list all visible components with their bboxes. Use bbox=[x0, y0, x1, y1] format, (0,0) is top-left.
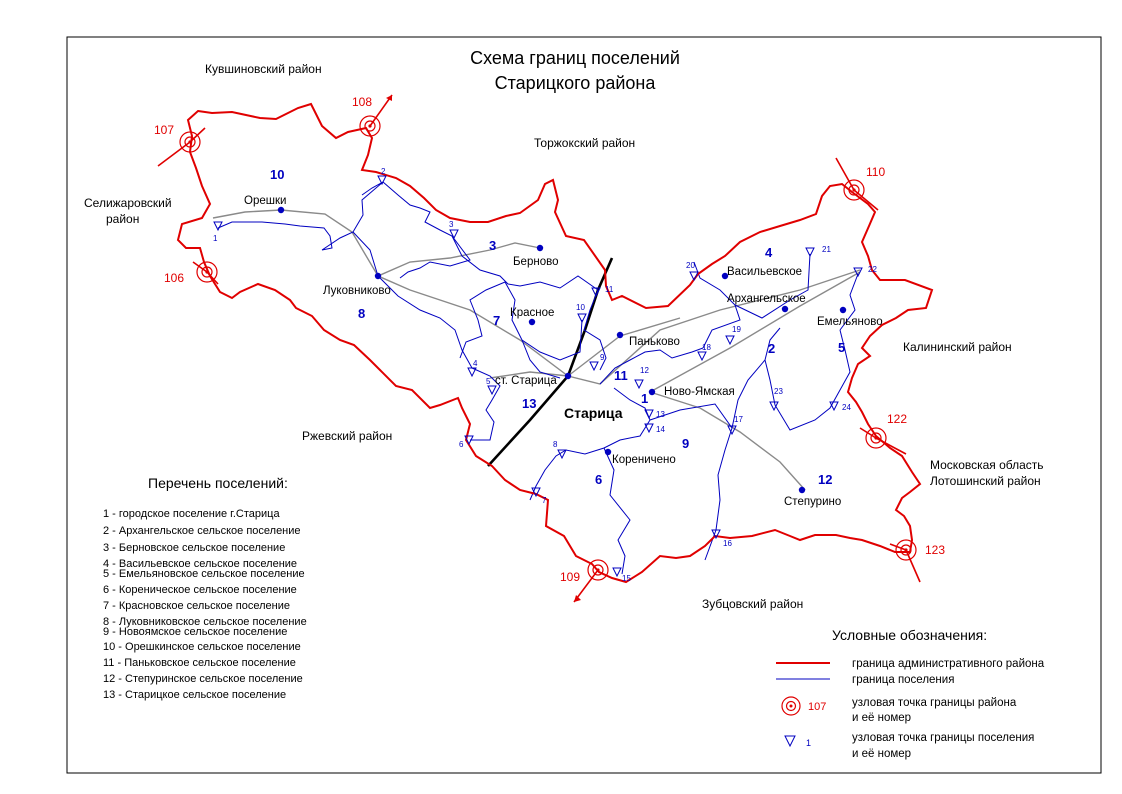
settlement-node-10 bbox=[576, 303, 586, 322]
district-node-123 bbox=[890, 540, 945, 582]
settlement-list-item: 7 - Красновское сельское поселение bbox=[103, 600, 291, 612]
neighbor-torzhok: Торжокский район bbox=[534, 136, 636, 150]
settlement-list-item: 12 - Степуринское сельское поселение bbox=[103, 673, 303, 685]
place-names bbox=[244, 195, 883, 508]
svg-text:2: 2 bbox=[381, 167, 386, 176]
map-title-line1: Схема границ поселений bbox=[470, 48, 680, 68]
place-krasnoe: Красное bbox=[510, 307, 555, 319]
svg-text:16: 16 bbox=[723, 539, 732, 548]
settlement-number-5: 5 bbox=[838, 340, 846, 355]
legend-district-node-2: и её номер bbox=[852, 712, 912, 724]
legend-district-node-number: 107 bbox=[808, 701, 827, 713]
legend bbox=[776, 627, 1045, 760]
settlement-list-item: 8 - Луковниковское сельское поселение bbox=[103, 616, 307, 628]
district-node-label-109: 109 bbox=[560, 570, 581, 584]
settlement-list-item: 9 - Новоямское сельское поселение bbox=[103, 626, 288, 638]
svg-text:17: 17 bbox=[734, 415, 743, 424]
svg-text:6: 6 bbox=[459, 440, 464, 449]
settlement-list-item: 4 - Васильевское сельское поселение bbox=[103, 558, 298, 570]
svg-text:1: 1 bbox=[213, 234, 218, 243]
legend-heading: Условные обозначения: bbox=[832, 627, 988, 643]
settlement-node-4 bbox=[468, 359, 478, 376]
svg-text:24: 24 bbox=[842, 403, 851, 412]
place-vasilevskoe: Васильевское bbox=[727, 266, 803, 278]
settlement-list-item: 5 - Емельяновское сельское поселение bbox=[103, 568, 305, 580]
svg-text:5: 5 bbox=[486, 377, 491, 386]
place-dot-novo-yamskaya bbox=[649, 389, 655, 395]
legend-settlement-node-icon bbox=[785, 736, 795, 746]
svg-text:18: 18 bbox=[702, 343, 711, 352]
district-node-label-122: 122 bbox=[887, 412, 908, 426]
settlement-node-24 bbox=[830, 402, 851, 412]
place-bernovo: Берново bbox=[513, 256, 559, 268]
settlement-node-9 bbox=[590, 353, 605, 370]
svg-text:21: 21 bbox=[822, 245, 831, 254]
svg-text:13: 13 bbox=[656, 410, 665, 419]
place-emelyanovo: Емельяново bbox=[817, 316, 883, 328]
settlement-number-12: 12 bbox=[818, 472, 833, 487]
svg-text:9: 9 bbox=[600, 353, 605, 362]
district-node-label-107: 107 bbox=[154, 123, 175, 137]
neighbor-selizharovo-1: Селижаровский bbox=[84, 196, 172, 210]
district-node-122 bbox=[860, 412, 907, 454]
settlement-node-8 bbox=[553, 440, 566, 458]
settlement-list-item: 2 - Архангельское сельское поселение bbox=[103, 525, 301, 537]
map-title-line2: Старицкого района bbox=[494, 73, 656, 93]
district-node-label-123: 123 bbox=[925, 543, 946, 557]
settlement-node-2 bbox=[378, 167, 386, 184]
settlement-number-3: 3 bbox=[489, 238, 497, 253]
svg-text:11: 11 bbox=[605, 285, 614, 294]
place-st-staritsa: ст. Старица bbox=[495, 375, 557, 387]
neighbor-selizharovo-2: район bbox=[106, 212, 140, 226]
svg-text:3: 3 bbox=[449, 220, 454, 229]
legend-settlement-node-number: 1 bbox=[806, 738, 812, 748]
svg-text:12: 12 bbox=[640, 366, 649, 375]
settlement-number-8: 8 bbox=[358, 306, 366, 321]
place-novo-yamskaya: Ново-Ямская bbox=[664, 386, 735, 398]
svg-text:7: 7 bbox=[542, 496, 547, 505]
settlement-node-18 bbox=[698, 343, 711, 360]
legend-district-border: граница административного района bbox=[852, 658, 1045, 670]
legend-settlement-node-2: и её номер bbox=[852, 748, 912, 760]
neighbor-moscow-2: Лотошинский район bbox=[930, 474, 1041, 488]
svg-text:20: 20 bbox=[686, 261, 695, 270]
place-korenichino: Кореничено bbox=[612, 454, 676, 466]
neighbor-rzhev: Ржевский район bbox=[302, 429, 393, 443]
svg-text:4: 4 bbox=[473, 359, 478, 368]
settlement-list-heading: Перечень поселений: bbox=[148, 475, 288, 491]
neighbor-kuvshinovo: Кувшиновский район bbox=[205, 62, 322, 76]
legend-district-node-icon bbox=[782, 697, 800, 715]
settlement-list bbox=[103, 475, 307, 701]
settlement-list-item: 11 - Паньковское сельское поселение bbox=[103, 657, 296, 669]
place-dot-st-staritsa bbox=[565, 373, 571, 379]
settlement-node-1 bbox=[213, 222, 222, 243]
settlement-list-item: 3 - Берновское сельское поселение bbox=[103, 542, 286, 554]
neighbor-zubtsov: Зубцовский район bbox=[702, 597, 804, 611]
settlement-number-1: 1 bbox=[641, 391, 649, 406]
place-dot-emelyanovo bbox=[840, 307, 846, 313]
place-dot-stepurino bbox=[799, 487, 805, 493]
settlement-number-10: 10 bbox=[270, 167, 285, 182]
settlement-list-item: 1 - городское поселение г.Старица bbox=[103, 508, 280, 520]
district-node-107 bbox=[154, 123, 205, 166]
svg-text:10: 10 bbox=[576, 303, 585, 312]
place-lukovnikovo: Луковниково bbox=[323, 285, 391, 297]
settlement-node-19 bbox=[726, 325, 741, 344]
place-dot-oreshki bbox=[278, 207, 284, 213]
svg-text:8: 8 bbox=[553, 440, 558, 449]
district-node-label-110: 110 bbox=[866, 165, 886, 179]
district-border bbox=[178, 104, 932, 582]
place-dot-korenichino bbox=[605, 449, 611, 455]
district-node-109 bbox=[560, 560, 608, 602]
place-dot-lukovnikovo bbox=[375, 273, 381, 279]
place-dot-krasnoe bbox=[529, 319, 535, 325]
settlement-number-4: 4 bbox=[765, 245, 773, 260]
legend-settlement-border: граница поселения bbox=[852, 674, 955, 686]
district-node-label-106: 106 bbox=[164, 271, 185, 285]
settlement-number-11: 11 bbox=[614, 368, 628, 383]
settlement-number-9: 9 bbox=[682, 436, 690, 451]
settlement-list-item: 6 - Кореническое сельское поселение bbox=[103, 584, 297, 596]
settlement-number-13: 13 bbox=[522, 396, 537, 411]
place-dot-pankovo bbox=[617, 332, 623, 338]
svg-text:22: 22 bbox=[868, 265, 877, 274]
settlement-number-2: 2 bbox=[768, 341, 776, 356]
place-dot-bernovo bbox=[537, 245, 543, 251]
place-dot-arkhangelskoe bbox=[782, 306, 788, 312]
settlement-node-14 bbox=[645, 424, 665, 434]
place-staritsa: Старица bbox=[564, 405, 623, 421]
neighbor-kalinin: Калининский район bbox=[903, 340, 1012, 354]
place-arkhangelskoe: Архангельское bbox=[727, 293, 806, 305]
legend-settlement-node-1: узловая точка границы поселения bbox=[852, 732, 1035, 744]
svg-text:19: 19 bbox=[732, 325, 741, 334]
settlement-list-item: 13 - Старицкое сельское поселение bbox=[103, 689, 287, 701]
neighbor-moscow-1: Московская область bbox=[930, 458, 1044, 472]
place-stepurino: Степурино bbox=[784, 496, 842, 508]
place-oreshki: Орешки bbox=[244, 195, 287, 207]
place-pankovo: Паньково bbox=[629, 336, 680, 348]
settlement-number-6: 6 bbox=[595, 472, 603, 487]
settlement-number-7: 7 bbox=[493, 313, 501, 328]
settlement-list-item: 10 - Орешкинское сельское поселение bbox=[103, 641, 301, 653]
legend-district-node-1: узловая точка границы района bbox=[852, 697, 1017, 709]
svg-text:14: 14 bbox=[656, 425, 665, 434]
settlement-node-12 bbox=[635, 366, 649, 388]
settlement-node-17 bbox=[728, 415, 743, 434]
svg-text:15: 15 bbox=[622, 574, 631, 583]
svg-text:23: 23 bbox=[774, 387, 783, 396]
district-node-label-108: 108 bbox=[352, 95, 373, 109]
